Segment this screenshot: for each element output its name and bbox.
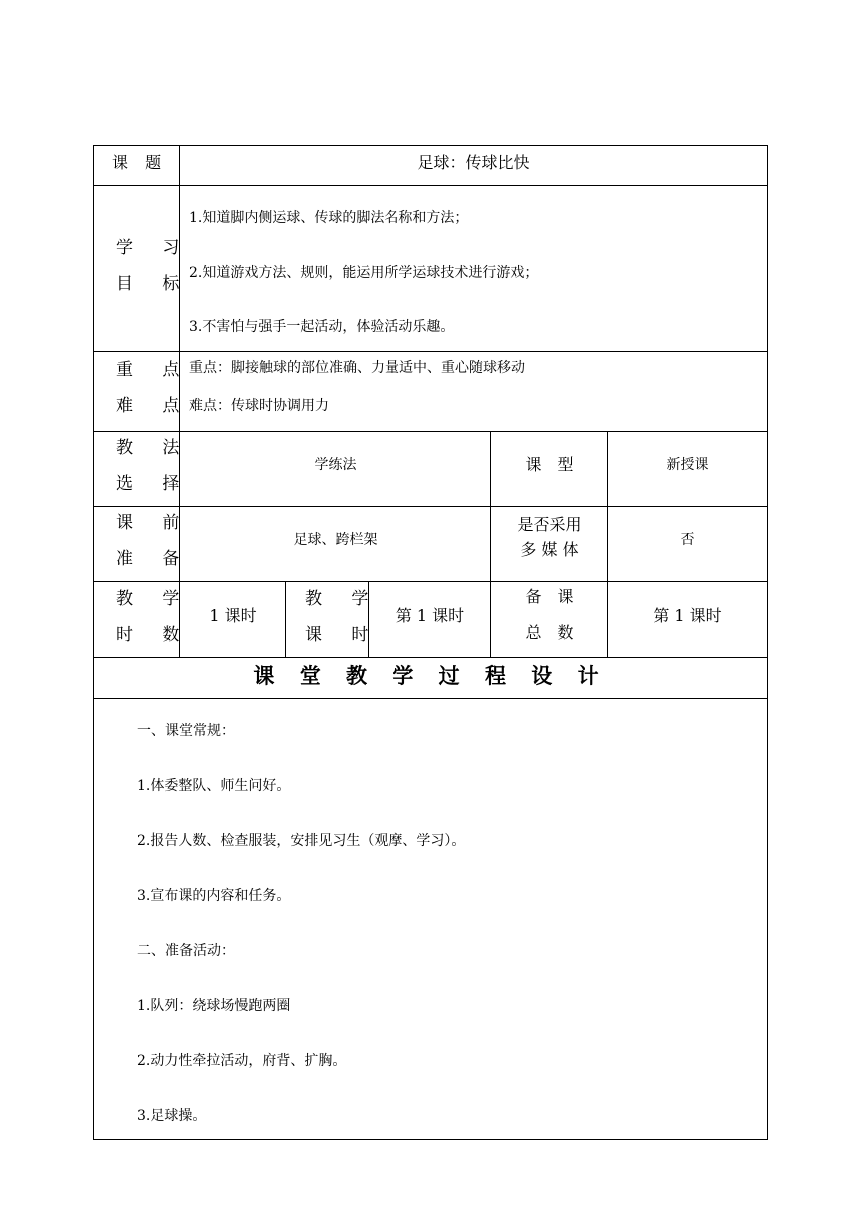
process-line-4: 3.宣布课的内容和任务。 <box>137 888 291 904</box>
objective-item-1: 1.知道脚内侧运球、传球的脚法名称和方法； <box>189 210 469 226</box>
process-line-8: 3.足球操。 <box>137 1108 207 1124</box>
method-label-2: 选 择 <box>116 474 192 494</box>
total-value: 第 1 课时 <box>653 606 722 625</box>
media-label-1: 是否采用 <box>517 515 582 534</box>
type-value: 新授课 <box>666 457 709 473</box>
type-label: 课 型 <box>525 455 574 474</box>
lesson-plan-table <box>93 145 768 1140</box>
difficulty: 难点：传球时协调用力 <box>189 398 329 414</box>
process-line-6: 1.队列：绕球场慢跑两圈 <box>137 998 291 1014</box>
method-label-1: 教 法 <box>116 438 192 458</box>
objective-item-2: 2.知道游戏方法、规则，能运用所学运球技术进行游戏； <box>189 265 539 281</box>
hours-label-1: 教 学 <box>116 589 192 609</box>
focus-label-1: 重 点 <box>116 360 192 380</box>
process-line-1: 一、课堂常规： <box>137 723 235 739</box>
objectives-label-1: 学 习 <box>116 238 192 258</box>
total-label-1: 备 课 <box>525 587 574 606</box>
objective-item-3: 3.不害怕与强手一起活动，体验活动乐趣。 <box>189 319 455 335</box>
process-line-3: 2.报告人数、检查服装，安排见习生（观摩、学习）。 <box>137 833 466 849</box>
lesson-label-1: 教 学 <box>305 589 381 609</box>
lesson-value: 第 1 课时 <box>395 606 465 625</box>
prep-label-2: 准 备 <box>116 549 192 569</box>
topic-value: 足球：传球比快 <box>417 153 530 172</box>
process-line-7: 2.动力性牵拉活动，府背、扩胸。 <box>137 1053 347 1069</box>
focus-label-2: 难 点 <box>116 396 192 416</box>
hours-value: 1 课时 <box>209 606 257 625</box>
method-value: 学练法 <box>314 457 357 473</box>
media-label-2: 多 媒 体 <box>520 540 579 559</box>
process-line-2: 1.体委整队、师生问好。 <box>137 778 291 794</box>
process-title: 课 堂 教 学 过 程 设 计 <box>253 663 608 688</box>
key-point: 重点：脚接触球的部位准确、力量适中、重心随球移动 <box>189 360 525 376</box>
hours-label-2: 时 数 <box>116 625 192 645</box>
process-line-5: 二、准备活动： <box>137 943 235 959</box>
media-value: 否 <box>680 532 695 548</box>
prep-label-1: 课 前 <box>116 513 192 533</box>
total-label-2: 总 数 <box>525 623 574 642</box>
prep-value: 足球、跨栏架 <box>293 532 378 548</box>
lesson-label-2: 课 时 <box>305 625 381 645</box>
topic-label: 课 题 <box>112 153 168 172</box>
objectives-label-2: 目 标 <box>116 274 192 294</box>
